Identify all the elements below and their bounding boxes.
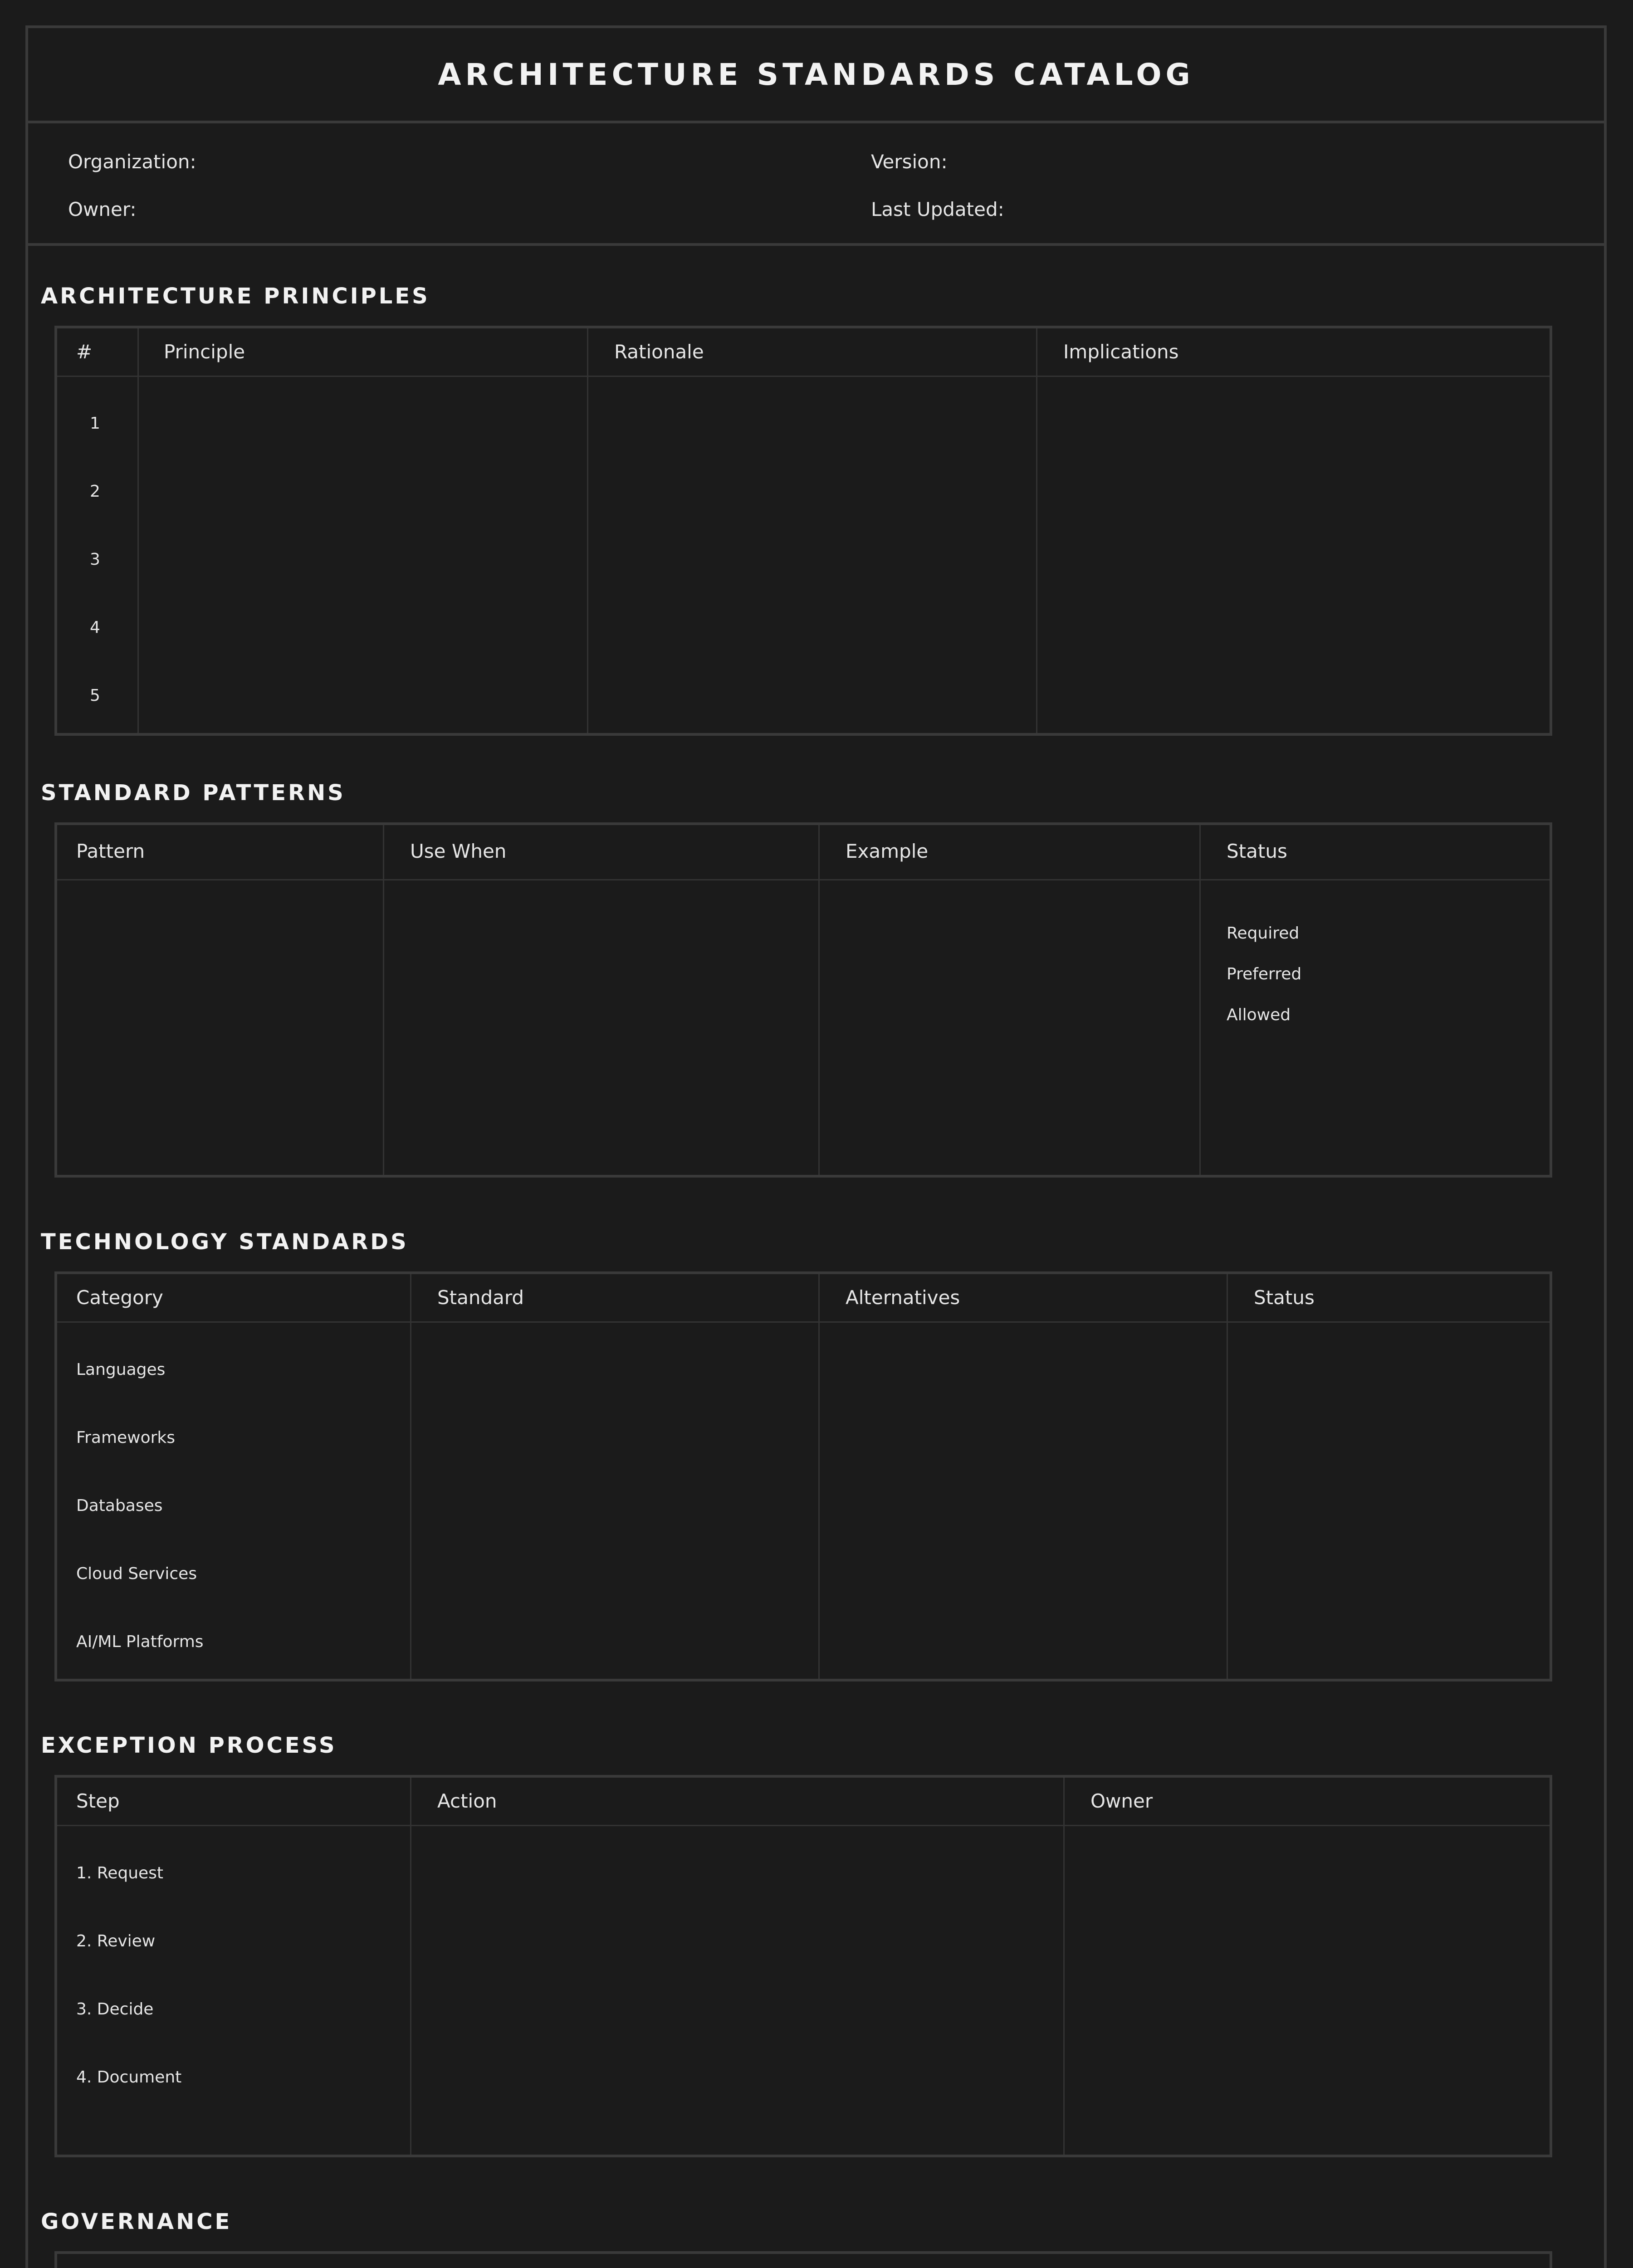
status-option-preferred: Preferred	[1227, 965, 1302, 983]
principle-row-number: 3	[90, 550, 100, 569]
last-updated-label: Last Updated:	[871, 198, 1004, 220]
column-header-step: Step	[76, 1790, 120, 1812]
column-divider	[137, 328, 139, 733]
patterns-header-row	[57, 825, 1550, 880]
column-divider	[818, 825, 820, 1175]
column-divider	[410, 1778, 411, 2155]
column-divider	[383, 825, 384, 1175]
principle-row-number: 2	[90, 482, 100, 501]
principle-row-number: 4	[90, 618, 100, 637]
category-databases: Databases	[76, 1496, 163, 1515]
category-ai-ml-platforms: AI/ML Platforms	[76, 1633, 204, 1651]
column-header-owner: Owner	[1090, 1790, 1153, 1812]
column-divider	[1036, 328, 1037, 733]
owner-label: Owner:	[68, 198, 137, 220]
column-header-alternatives: Alternatives	[846, 1286, 960, 1309]
governance-box	[54, 2251, 1552, 2268]
column-divider	[1063, 1778, 1065, 2155]
column-divider	[410, 1274, 411, 1679]
column-divider	[587, 328, 588, 733]
column-header-standard: Standard	[437, 1286, 524, 1309]
column-divider	[1227, 1274, 1228, 1679]
organization-label: Organization:	[68, 151, 196, 173]
column-header-rationale: Rationale	[614, 341, 704, 363]
column-header-status: Status	[1227, 840, 1287, 862]
column-header-example: Example	[846, 840, 929, 862]
column-header-principle: Principle	[164, 341, 245, 363]
title-bar	[28, 28, 1604, 123]
exceptions-heading: EXCEPTION PROCESS	[41, 1733, 337, 1758]
step-decide: 3. Decide	[76, 2000, 154, 2019]
status-option-allowed: Allowed	[1227, 1006, 1291, 1024]
version-label: Version:	[871, 151, 948, 173]
governance-heading: GOVERNANCE	[41, 2209, 232, 2234]
principle-row-number: 5	[90, 686, 100, 705]
column-header-status: Status	[1254, 1286, 1315, 1309]
category-languages: Languages	[76, 1360, 166, 1379]
column-header-action: Action	[437, 1790, 497, 1812]
category-cloud-services: Cloud Services	[76, 1564, 197, 1583]
column-divider	[818, 1274, 820, 1679]
patterns-table	[54, 822, 1552, 1178]
principles-heading: ARCHITECTURE PRINCIPLES	[41, 284, 430, 309]
step-review: 2. Review	[76, 1932, 156, 1950]
column-divider	[1199, 825, 1201, 1175]
principle-row-number: 1	[90, 414, 100, 433]
principles-header-row	[57, 328, 1550, 377]
technology-table	[54, 1271, 1552, 1681]
status-option-required: Required	[1227, 924, 1300, 943]
step-request: 1. Request	[76, 1864, 164, 1882]
column-header-category: Category	[76, 1286, 163, 1309]
step-document: 4. Document	[76, 2068, 182, 2087]
exceptions-header-row	[57, 1778, 1550, 1826]
document-title: ARCHITECTURE STANDARDS CATALOG	[438, 57, 1194, 92]
technology-header-row	[57, 1274, 1550, 1323]
column-header-pattern: Pattern	[76, 840, 145, 862]
category-frameworks: Frameworks	[76, 1428, 176, 1447]
metadata-block	[28, 123, 1604, 246]
column-header-use-when: Use When	[410, 840, 507, 862]
technology-heading: TECHNOLOGY STANDARDS	[41, 1229, 409, 1255]
patterns-heading: STANDARD PATTERNS	[41, 780, 346, 806]
column-header-implications: Implications	[1063, 341, 1179, 363]
principles-table	[54, 326, 1552, 736]
exceptions-table	[54, 1775, 1552, 2157]
column-header-number: #	[76, 341, 93, 363]
